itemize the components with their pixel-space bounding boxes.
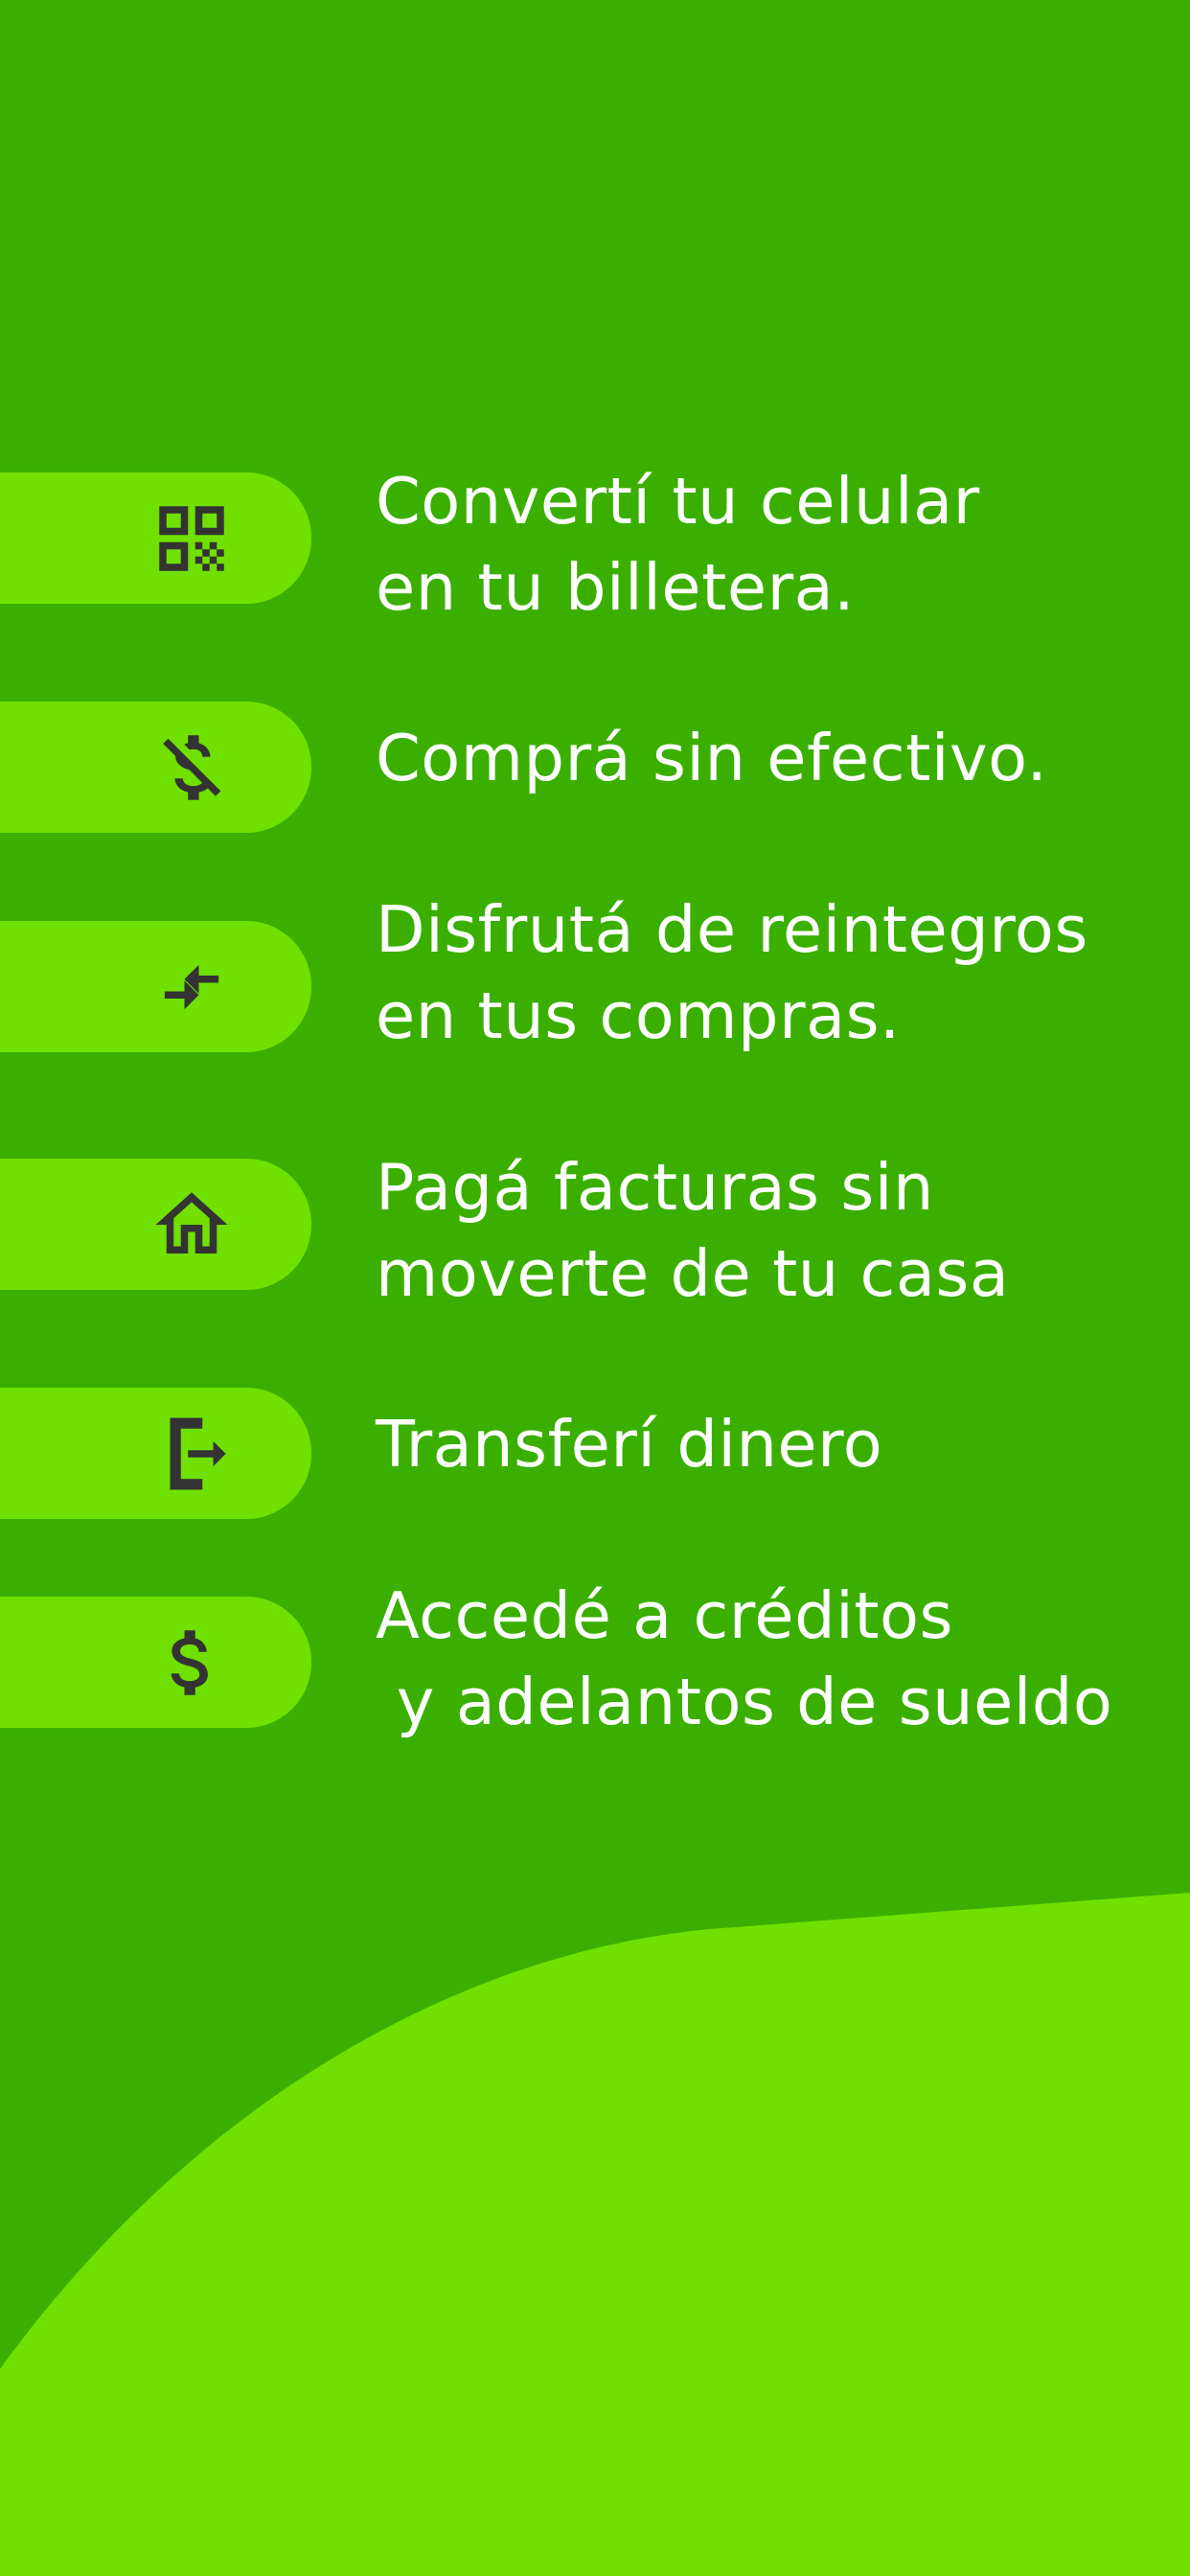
feature-text: Transferí dinero [376, 1407, 883, 1482]
feature-icon-pill [0, 1388, 311, 1519]
feature-icon-pill [0, 921, 311, 1052]
home-icon [149, 1182, 235, 1268]
exchange-arrows-icon [149, 944, 235, 1030]
qr-code-icon [149, 495, 235, 582]
no-cash-icon [149, 724, 235, 811]
feature-icon-pill [0, 472, 311, 604]
feature-text: Disfrutá de reintegros en tus compras. [376, 892, 1088, 1053]
feature-text: Pagá facturas sin moverte de tu casa [376, 1150, 1010, 1311]
feature-text: Accedé a créditos y adelantos de sueldo [376, 1578, 1113, 1739]
feature-icon-pill [0, 1159, 311, 1290]
dollar-icon [149, 1620, 235, 1706]
feature-icon-pill [0, 702, 311, 833]
feature-text: Comprá sin efectivo. [376, 721, 1048, 795]
transfer-icon [149, 1411, 235, 1497]
feature-icon-pill [0, 1597, 311, 1728]
feature-text: Convertí tu celular en tu billetera. [376, 464, 980, 625]
